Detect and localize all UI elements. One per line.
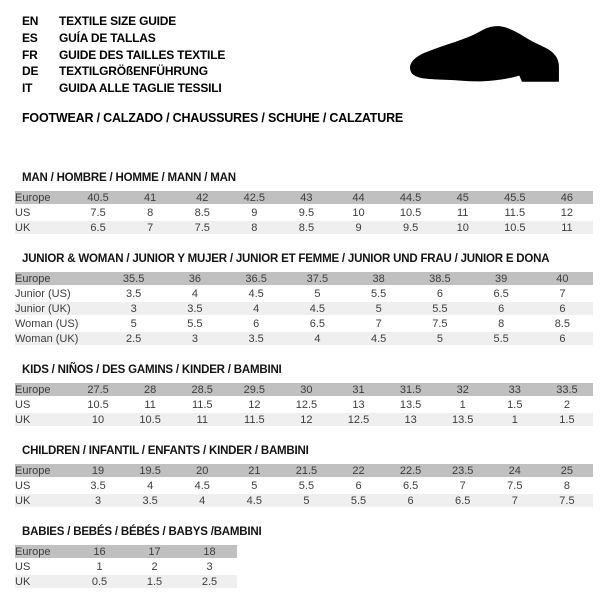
size-value-cell: 6.5: [72, 220, 124, 235]
size-value-cell: 29.5: [228, 383, 280, 397]
row-label: Woman (US): [15, 316, 103, 331]
size-value-cell: 9.5: [385, 220, 437, 235]
size-value-cell: 7: [437, 478, 489, 493]
size-value-cell: 1: [72, 559, 127, 574]
size-value-cell: 10: [332, 205, 384, 220]
row-label: Junior (US): [15, 286, 103, 301]
size-value-cell: 23.5: [437, 464, 489, 478]
size-value-cell: 28.5: [176, 383, 228, 397]
language-row: [22, 47, 225, 64]
size-value-cell: 13.5: [385, 397, 437, 412]
size-value-cell: 1.5: [541, 412, 593, 427]
size-value-cell: 11: [176, 412, 228, 427]
table-row: [15, 412, 593, 427]
size-value-cell: 10: [437, 220, 489, 235]
row-label: UK: [15, 574, 72, 589]
size-value-cell: 31: [332, 383, 384, 397]
size-value-cell: 6: [532, 301, 593, 316]
size-value-cell: 6.5: [471, 286, 532, 301]
size-value-cell: 4: [176, 493, 228, 508]
size-table-section: [15, 172, 593, 236]
size-value-cell: 3: [164, 331, 225, 346]
table-row: [15, 383, 593, 397]
size-value-cell: 41: [124, 191, 176, 205]
size-value-cell: 46: [541, 191, 593, 205]
size-value-cell: 13.5: [437, 412, 489, 427]
size-value-cell: 3.5: [226, 331, 287, 346]
size-value-cell: 6.5: [287, 316, 348, 331]
table-row: [15, 464, 593, 478]
language-title: TEXTILGRÖßENFÜHRUNG: [59, 64, 208, 79]
language-title: TEXTILE SIZE GUIDE: [59, 14, 177, 28]
size-value-cell: 6: [385, 493, 437, 508]
table-row: [15, 559, 237, 574]
size-value-cell: 3.5: [124, 493, 176, 508]
language-row: [22, 30, 225, 47]
size-value-cell: 5.5: [332, 493, 384, 508]
size-value-cell: 35.5: [103, 272, 164, 286]
size-value-cell: 13: [332, 397, 384, 412]
size-value-cell: 42.5: [228, 191, 280, 205]
size-value-cell: 4.5: [348, 331, 409, 346]
size-value-cell: 2: [127, 559, 182, 574]
size-value-cell: 7.5: [176, 220, 228, 235]
language-code: FR: [22, 47, 38, 62]
size-table-section: [15, 445, 593, 509]
size-value-cell: 45.5: [489, 191, 541, 205]
size-value-cell: 4.5: [287, 301, 348, 316]
table-row: [15, 493, 593, 508]
size-value-cell: 13: [385, 412, 437, 427]
size-value-cell: 6: [471, 301, 532, 316]
size-value-cell: 8.5: [532, 316, 593, 331]
language-title: GUIDE DES TAILLES TEXTILE: [59, 47, 226, 62]
size-value-cell: 8: [228, 220, 280, 235]
row-label: Europe: [15, 383, 72, 397]
size-value-cell: 9: [332, 220, 384, 235]
shoe-icon: [390, 14, 580, 102]
size-value-cell: 6: [532, 331, 593, 346]
size-value-cell: 7: [489, 493, 541, 508]
size-value-cell: 8.5: [280, 220, 332, 235]
size-value-cell: 27.5: [72, 383, 124, 397]
size-table-section: [15, 253, 593, 347]
size-value-cell: 28: [124, 383, 176, 397]
tables-region: [15, 155, 593, 590]
size-value-cell: 7: [532, 286, 593, 301]
row-label: US: [15, 559, 72, 574]
language-title: GUÍA DE TALLAS: [59, 30, 156, 45]
size-value-cell: 1.5: [127, 574, 182, 589]
size-value-cell: 5: [228, 478, 280, 493]
size-table-title: MAN / HOMBRE / HOMME / MANN / MAN: [22, 172, 236, 184]
size-value-cell: 4.5: [226, 286, 287, 301]
language-row: [22, 80, 225, 97]
row-label: Europe: [15, 191, 72, 205]
size-value-cell: 5.5: [471, 331, 532, 346]
size-table: [15, 383, 593, 428]
size-value-cell: 33.5: [541, 383, 593, 397]
table-row: [15, 316, 593, 331]
size-value-cell: 3: [103, 301, 164, 316]
size-value-cell: 12.5: [332, 412, 384, 427]
size-value-cell: 22: [332, 464, 384, 478]
size-value-cell: 37.5: [287, 272, 348, 286]
size-value-cell: 44: [332, 191, 384, 205]
row-label: UK: [15, 493, 72, 508]
size-value-cell: 19.5: [124, 464, 176, 478]
row-label: UK: [15, 412, 72, 427]
table-row: [15, 545, 237, 559]
size-value-cell: 38.5: [409, 272, 470, 286]
row-label: UK: [15, 220, 72, 235]
size-value-cell: 7.5: [489, 478, 541, 493]
size-table: [15, 191, 593, 236]
size-value-cell: 11: [541, 220, 593, 235]
table-row: [15, 574, 237, 589]
size-value-cell: 38: [348, 272, 409, 286]
size-value-cell: 1: [489, 412, 541, 427]
size-value-cell: 10.5: [72, 397, 124, 412]
size-value-cell: 5: [103, 316, 164, 331]
table-row: [15, 205, 593, 220]
size-value-cell: 36: [164, 272, 225, 286]
size-value-cell: 11.5: [176, 397, 228, 412]
size-value-cell: 10: [72, 412, 124, 427]
size-value-cell: 4.5: [228, 493, 280, 508]
size-value-cell: 11: [124, 397, 176, 412]
table-row: [15, 301, 593, 316]
size-value-cell: 8: [541, 478, 593, 493]
size-value-cell: 6.5: [385, 478, 437, 493]
size-value-cell: 6.5: [437, 493, 489, 508]
size-value-cell: 21: [228, 464, 280, 478]
language-code: ES: [22, 30, 38, 45]
table-row: [15, 397, 593, 412]
size-value-cell: 16: [72, 545, 127, 559]
size-value-cell: 7.5: [409, 316, 470, 331]
size-value-cell: 8: [124, 205, 176, 220]
size-value-cell: 45: [437, 191, 489, 205]
size-value-cell: 2.5: [182, 574, 237, 589]
table-row: [15, 220, 593, 235]
row-label: Woman (UK): [15, 331, 103, 346]
size-value-cell: 12: [228, 397, 280, 412]
row-label: Europe: [15, 545, 72, 559]
size-value-cell: 11.5: [489, 205, 541, 220]
size-value-cell: 42: [176, 191, 228, 205]
size-value-cell: 8.5: [176, 205, 228, 220]
size-value-cell: 20: [176, 464, 228, 478]
language-row: [22, 63, 225, 80]
size-value-cell: 8: [471, 316, 532, 331]
size-table: [15, 272, 593, 347]
size-value-cell: 0.5: [72, 574, 127, 589]
size-table: [15, 545, 237, 590]
size-value-cell: 1.5: [489, 397, 541, 412]
language-code: DE: [22, 64, 39, 79]
size-value-cell: 5.5: [280, 478, 332, 493]
size-value-cell: 5.5: [409, 301, 470, 316]
row-label: US: [15, 397, 72, 412]
table-row: [15, 272, 593, 286]
size-value-cell: 12: [541, 205, 593, 220]
size-value-cell: 3: [72, 493, 124, 508]
row-label: Europe: [15, 464, 72, 478]
size-table-title: CHILDREN / INFANTIL / ENFANTS / KINDER / BAMBINI: [22, 445, 309, 457]
size-value-cell: 39: [471, 272, 532, 286]
size-value-cell: 44.5: [385, 191, 437, 205]
row-label: Junior (UK): [15, 301, 103, 316]
size-value-cell: 6: [332, 478, 384, 493]
size-table-title: JUNIOR & WOMAN / JUNIOR Y MUJER / JUNIOR ET FEMME / JUNIOR UND FRAU / JUNIOR E DONA: [22, 253, 550, 265]
size-value-cell: 2: [541, 397, 593, 412]
size-value-cell: 18: [182, 545, 237, 559]
table-row: [15, 286, 593, 301]
size-value-cell: 10.5: [124, 412, 176, 427]
size-value-cell: 11.5: [228, 412, 280, 427]
size-value-cell: 32: [437, 383, 489, 397]
language-title: GUIDA ALLE TAGLIE TESSILI: [59, 81, 222, 96]
size-value-cell: 4: [164, 286, 225, 301]
size-value-cell: 31.5: [385, 383, 437, 397]
size-value-cell: 7.5: [72, 205, 124, 220]
size-value-cell: 25: [541, 464, 593, 478]
header: [0, 0, 600, 150]
size-value-cell: 5.5: [348, 286, 409, 301]
size-value-cell: 3: [182, 559, 237, 574]
language-code: IT: [22, 81, 33, 96]
table-row: [15, 478, 593, 493]
size-table: [15, 464, 593, 509]
row-label: US: [15, 478, 72, 493]
size-value-cell: 3.5: [72, 478, 124, 493]
size-value-cell: 4: [124, 478, 176, 493]
size-value-cell: 30: [280, 383, 332, 397]
size-value-cell: 3.5: [164, 301, 225, 316]
size-value-cell: 1: [437, 397, 489, 412]
size-value-cell: 6: [409, 286, 470, 301]
size-value-cell: 10.5: [489, 220, 541, 235]
size-value-cell: 12: [280, 412, 332, 427]
size-value-cell: 4.5: [176, 478, 228, 493]
size-value-cell: 4: [226, 301, 287, 316]
table-row: [15, 331, 593, 346]
size-table-section: [15, 526, 593, 590]
size-value-cell: 7: [348, 316, 409, 331]
language-row: [22, 13, 225, 30]
size-value-cell: 19: [72, 464, 124, 478]
size-value-cell: 5: [280, 493, 332, 508]
language-code: EN: [22, 14, 39, 28]
size-value-cell: 2.5: [103, 331, 164, 346]
size-table-title: KIDS / NIÑOS / DES GAMINS / KINDER / BAMBINI: [22, 364, 282, 376]
size-value-cell: 5: [287, 286, 348, 301]
row-label: Europe: [15, 272, 103, 286]
size-value-cell: 36.5: [226, 272, 287, 286]
size-table-title: BABIES / BEBÉS / BÉBÉS / BABYS /BAMBINI: [22, 526, 262, 538]
size-value-cell: 4: [287, 331, 348, 346]
size-value-cell: 9.5: [280, 205, 332, 220]
size-value-cell: 40.5: [72, 191, 124, 205]
size-value-cell: 7.5: [541, 493, 593, 508]
size-value-cell: 11: [437, 205, 489, 220]
size-value-cell: 12.5: [280, 397, 332, 412]
size-value-cell: 24: [489, 464, 541, 478]
size-value-cell: 33: [489, 383, 541, 397]
size-value-cell: 9: [228, 205, 280, 220]
size-value-cell: 22.5: [385, 464, 437, 478]
size-value-cell: 5: [348, 301, 409, 316]
table-row: [15, 191, 593, 205]
size-value-cell: 10.5: [385, 205, 437, 220]
row-label: US: [15, 205, 72, 220]
size-value-cell: 40: [532, 272, 593, 286]
size-value-cell: 7: [124, 220, 176, 235]
language-list: [22, 13, 225, 97]
size-value-cell: 5: [409, 331, 470, 346]
size-value-cell: 17: [127, 545, 182, 559]
size-value-cell: 5.5: [164, 316, 225, 331]
size-value-cell: 3.5: [103, 286, 164, 301]
size-table-section: [15, 364, 593, 428]
category-line: FOOTWEAR / CALZADO / CHAUSSURES / SCHUHE / CALZATURE: [22, 111, 404, 125]
size-value-cell: 6: [226, 316, 287, 331]
size-value-cell: 43: [280, 191, 332, 205]
size-value-cell: 21.5: [280, 464, 332, 478]
